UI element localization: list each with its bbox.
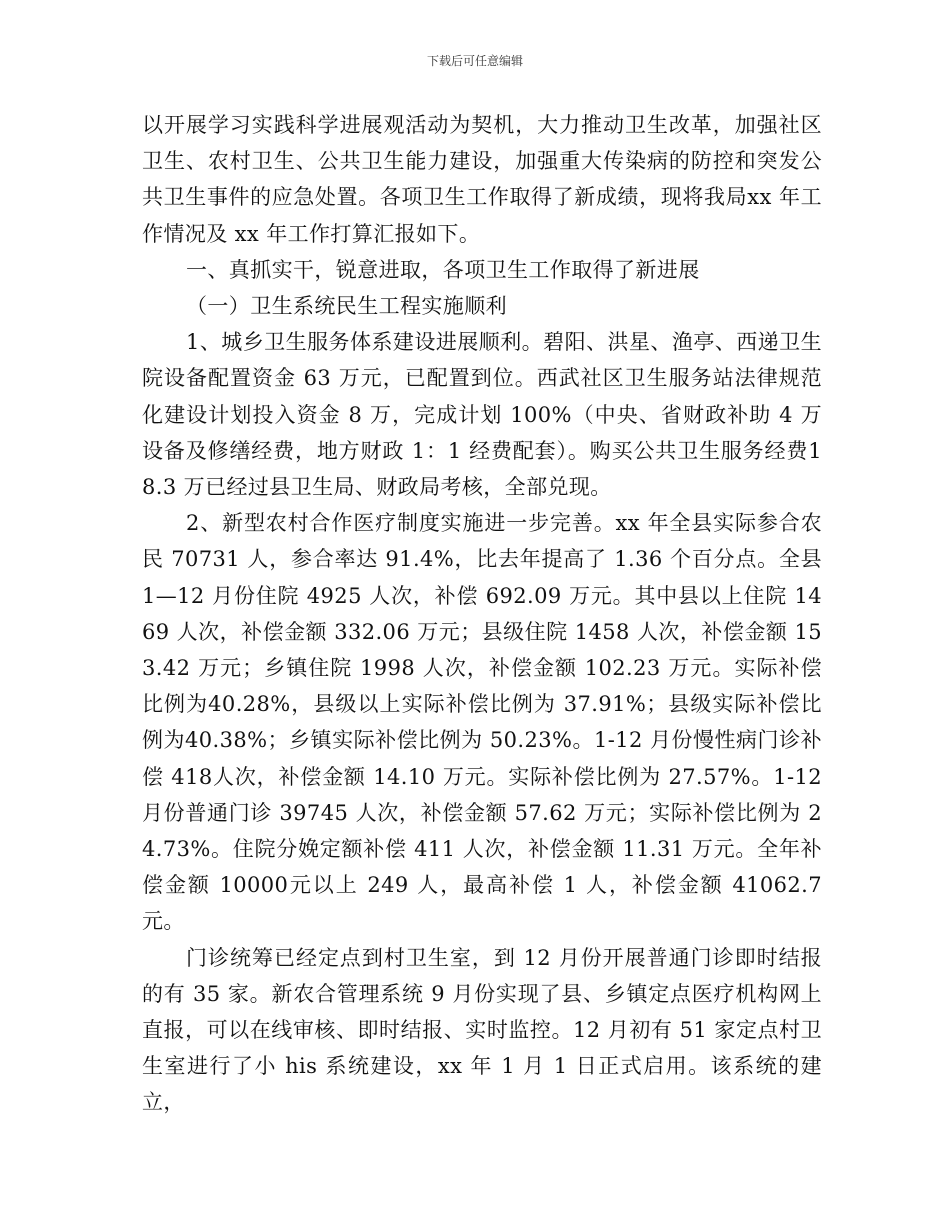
section-heading-1: 一、真抓实干，锐意进取，各项卫生工作取得了新进展 xyxy=(186,257,700,282)
paragraph-intro: 以开展学习实践科学进展观活动为契机，大力推动卫生改革，加强社区卫生、农村卫生、公共卫生能力建设，加强重大传染病的防控和突发公共卫生事件的应急处置。各项卫生工作取得了新成绩，现将我局xx 年工作情况及 xx 年工作打算汇报如下。 xyxy=(142,113,822,246)
document-body xyxy=(142,107,822,1121)
paragraph-item-2: 2、新型农村合作医疗制度实施进一步完善。xx 年全县实际参合农民 70731 人，参合率达 91.4%，比去年提高了 1.36 个百分点。全县 1—12 月份住院 4925 人次，补偿 692.09 万元。其中县以上住院 1469 人次，补偿金额 332.06 万元；县级住院 1458 人次，补偿金额 153.42 万元；乡镇住院 1998 人次，补偿金额 102.23 万元。实际补偿比例为40.28%，县级以上实际补偿比例为 37.91%；县级实际补偿比例为40.38%；乡镇实际补偿比例为 50.23%。1-12 月份慢性病门诊补偿 418人次，补偿金额 14.10 万元。实际补偿比例为 27.57%。1-12 月份普通门诊 39745 人次，补偿金额 57.62 万元；实际补偿比例为 24.73%。住院分娩定额补偿 411 人次，补偿金额 11.31 万元。全年补偿金额 10000元以上 249 人，最高补偿 1 人，补偿金额 41062.7 元。 xyxy=(142,511,822,934)
subsection-heading-1: （一）卫生系统民生工程实施顺利 xyxy=(186,294,507,319)
paragraph-item-1: 1、城乡卫生服务体系建设进展顺利。碧阳、洪星、渔亭、西递卫生院设备配置资金 63 万元，已配置到位。西武社区卫生服务站法律规范化建设计划投入资金 8 万，完成计划 100%（中央、省财政补助 4 万设备及修缮经费，地方财政 1：1 经费配套）。购买公共卫生服务经费18.3 万已经过县卫生局、财政局考核，全部兑现。 xyxy=(142,330,822,500)
paragraph-outpatient: 门诊统筹已经定点到村卫生室，到 12 月份开展普通门诊即时结报的有 35 家。新农合管理系统 9 月份实现了县、乡镇定点医疗机构网上直报，可以在线审核、即时结报、实时监控。12 月初有 51 家定点村卫生室进行了小 his 系统建设，xx 年 1 月 1 日正式启用。该系统的建立， xyxy=(142,945,822,1115)
page-header: 下载后可任意编辑 xyxy=(426,54,523,68)
